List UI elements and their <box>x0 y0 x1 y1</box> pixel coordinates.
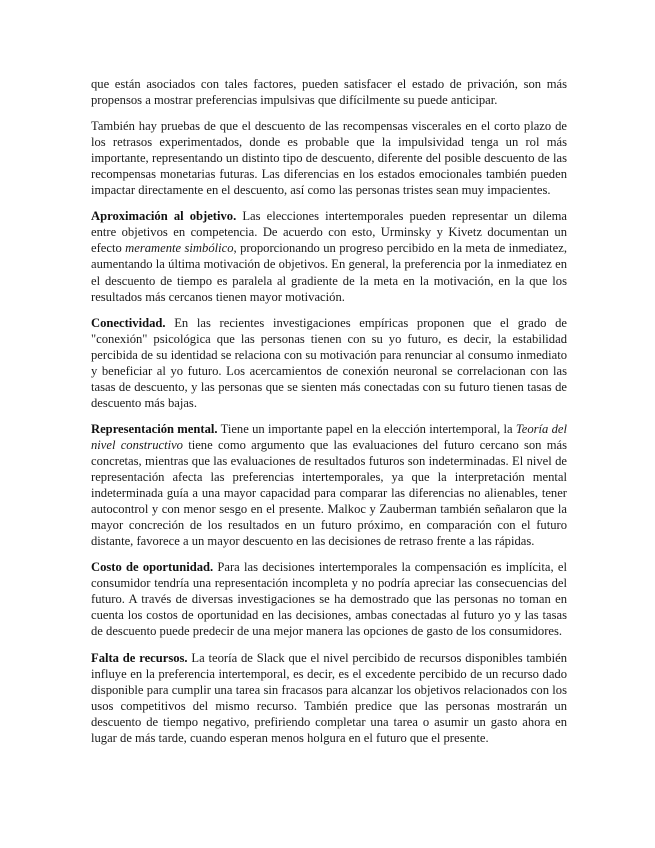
paragraph-text: Las elecciones intertemporales pueden representar un dilema entre objetivos en competencia. De acuerdo con esto, Urminsky y Kivetz documentan un efecto <box>91 209 567 256</box>
paragraph-text: Tiene un importante papel en la elección intertemporal, la <box>217 421 516 436</box>
document-page <box>91 76 567 756</box>
paragraph-visceral-rewards <box>91 118 567 198</box>
paragraph-lack-of-resources <box>91 650 567 746</box>
paragraph-mental-representation <box>91 421 567 549</box>
paragraph-text: La teoría de Slack que el nivel percibido de recursos disponibles también influye en la preferencia intertemporal, es decir, es el excedente percibido de un recurso dado disponible para cumplir una tarea sin fracasos para alcanzar los objetivos relacionados con los usos competitivos del mismo recurso. También predice que las personas mostrarán un descuento de tiempo negativo, prefiriendo completar una tarea o asumir un gasto ahora en lugar de más tarde, cuando esperan menos holgura en el futuro que el presente. <box>91 650 567 745</box>
paragraph-text: También hay pruebas de que el descuento de las recompensas viscerales en el corto plazo de los retrasos experimentados, donde es probable que la impulsividad tenga un rol más importante, representando un distinto tipo de descuento, diferente del posible descuento de las recompensas monetarias futuras. Las diferencias en los estados emocionales también pueden impactar directamente en el descuento, así como las personas tristes sean muy impacientes. <box>91 119 567 198</box>
paragraph-text: , proporcionando un progreso percibido en la meta de inmediatez, aumentando la última motivación de objetivos. En general, la preferencia por la inmediatez en el descuento de tiempo es paralela al gradiente de la meta en la motivación, en la que los resultados más cercanos tienen mayor motivación. <box>91 241 567 304</box>
section-heading: Costo de oportunidad. <box>91 560 214 575</box>
italic-term: Teoría del nivel constructivo <box>91 421 567 452</box>
section-heading: Conectividad. <box>91 315 166 330</box>
italic-term: meramente simbólico <box>125 241 234 256</box>
paragraph-opportunity-cost <box>91 559 567 639</box>
paragraph-text: tiene como argumento que las evaluaciones del futuro cercano son más concretas, mientras que las evaluaciones de resultados futuros son indeterminadas. El nivel de representación afecta las preferencias intertemporales, ya que la interpretación mental indeterminada guía a una mayor capacidad para comparar las diferencias no alienables, tener autocontrol y con menor sesgo en el presente. Malkoc y Zauberman también señalaron que la mayor concreción de los resultados en un futuro próximo, en comparación con el futuro distante, favorece a un mayor descuento en las decisiones de retraso frente a las rápidas. <box>91 437 567 549</box>
section-heading: Aproximación al objetivo. <box>91 209 237 224</box>
paragraph-text: que están asociados con tales factores, pueden satisfacer el estado de privación, son más propensos a mostrar preferencias impulsivas que difícilmente su puede anticipar. <box>91 77 567 108</box>
paragraph-continuation <box>91 76 567 108</box>
paragraph-text: En las recientes investigaciones empíricas proponen que el grado de "conexión" psicológica que las personas tienen con su yo futuro, es decir, la estabilidad percibida de su identidad se relaciona con su motivación para renunciar al consumo inmediato y beneficiar al yo futuro. Los acercamientos de conexión neuronal se correlacionan con las tasas de descuento, y las personas que se sienten más conectadas con su futuro tienen tasas de descuento más bajas. <box>91 315 567 410</box>
paragraph-connectivity <box>91 315 567 411</box>
paragraph-goal-approach <box>91 208 567 304</box>
paragraph-text: Para las decisiones intertemporales la compensación es implícita, el consumidor tendría una representación incompleta y no podría apreciar las consecuencias del futuro. A través de diversas investigaciones se ha demostrado que las personas no toman en cuenta los costos de oportunidad en las decisiones, ambas conectadas al futuro yo y las tasas de descuento puede predecir de una mejor manera las opciones de gasto de los consumidores. <box>91 560 567 639</box>
section-heading: Falta de recursos. <box>91 650 188 665</box>
section-heading: Representación mental. <box>91 421 218 436</box>
